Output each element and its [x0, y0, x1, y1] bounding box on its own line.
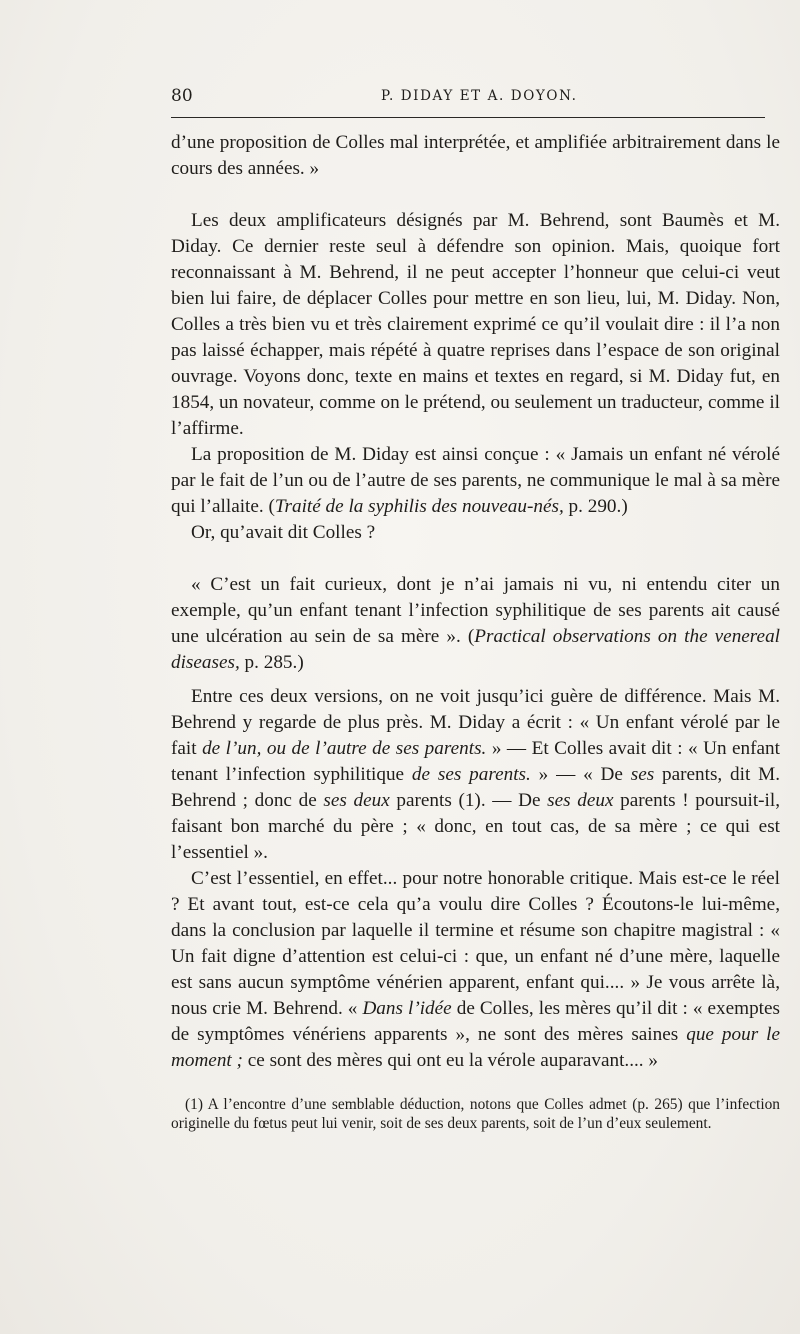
paragraph	[171, 520, 780, 546]
text-span: p. 290.)	[563, 496, 628, 517]
text-span: Entre ces deux versions, on ne voit jusqu’ici guère de différence. Mais M. Behrend y regarde de plus près. M. Diday a écrit : « Un enfant vérolé par le fait	[171, 686, 780, 759]
text-span: parents, dit M. Behrend ; donc de	[171, 764, 781, 811]
paragraph	[171, 866, 780, 1074]
text-span: d’une proposition de Colles mal interprétée, et amplifiée arbitrairement dans le cours des années. »	[171, 132, 780, 179]
paragraph	[171, 208, 780, 442]
header-rule	[171, 117, 765, 118]
footnote-text: (1) A l’encontre d’une semblable déduction, notons que Colles admet (p. 265) que l’infection originelle du fœtus peut lui venir, soit de ses deux parents, soit de l’un d’eux seulement.	[171, 1096, 780, 1132]
body-text	[171, 130, 780, 1074]
paragraph	[171, 130, 780, 182]
italic-span: Traité de la syphilis des nouveau-nés,	[274, 496, 564, 517]
italic-span: Practical observations on the venereal diseases,	[171, 626, 780, 673]
italic-span: que pour le moment ;	[171, 1024, 780, 1071]
page-number: 80	[171, 86, 193, 106]
text-span: C’est l’essentiel, en effet... pour notre honorable critique. Mais est-ce le réel ? Et avant tout, est-ce cela qu’a voulu dire Colles ? Écoutons-le lui-même, dans la conclusion par laquelle il termine et résume son chapitre magistral : « Un fait digne d’attention est celui-ci : que, un enfant né d’une mère, laquelle est sans aucun symptôme vénérien apparent, enfant qui.... » Je vous arrête là, nous crie M. Behrend. «	[171, 868, 780, 1019]
italic-span: de ses parents.	[411, 764, 531, 785]
text-span: de Colles, les mères qu’il dit : « exemptes de symptômes vénériens apparents », ne sont des mères saines	[171, 998, 780, 1045]
italic-span: Dans l’idée	[362, 998, 452, 1019]
text-span: p. 285.)	[239, 652, 304, 673]
italic-span: ses deux	[547, 790, 614, 811]
page-header	[171, 86, 765, 112]
text-span: parents ! poursuit-il, faisant bon marché du père ; « donc, en tout cas, de sa mère ; ce qui est l’essentiel ».	[171, 790, 781, 863]
italic-span: ses	[630, 764, 655, 785]
text-span: » — « De	[530, 764, 631, 785]
running-head: P. DIDAY ET A. DOYON.	[381, 88, 578, 104]
text-span: ce sont des mères qui ont eu la vérole auparavant.... »	[242, 1050, 658, 1071]
italic-span: de l’un, ou de l’autre de ses parents.	[202, 738, 487, 759]
paragraph	[171, 572, 780, 676]
text-span: La proposition de M. Diday est ainsi conçue : « Jamais un enfant né vérolé par le fait de l’un ou de l’autre de ses parents, ne communique le mal à sa mère qui l’allaite. (	[171, 444, 780, 517]
text-span: « C’est un fait curieux, dont je n’ai jamais ni vu, ni entendu citer un exemple, qu’un enfant tenant l’infection syphilitique de ses parents ait causé une ulcération au sein de sa mère ». (	[171, 574, 780, 647]
text-span: Les deux amplificateurs désignés par M. Behrend, sont Baumès et M. Diday. Ce dernier reste seul à défendre son opinion. Mais, quoique fort reconnaissant à M. Behrend, il ne peut accepter l’honneur que celui-ci veut bien lui faire, de déplacer Colles pour mettre en son lieu, lui, M. Diday. Non, Colles a très bien vu et très clairement exprimé ce qu’il voulait dire : il l’a non pas laissé échapper, mais répété à quatre reprises dans l’espace de son original ouvrage. Voyons donc, texte en mains et textes en regard, si M. Diday fut, en 1854, un novateur, comme on le prétend, ou seulement un traducteur, comme il l’affirme.	[171, 210, 780, 439]
text-span: parents (1). — De	[389, 790, 548, 811]
paragraph	[171, 684, 780, 866]
italic-span: ses deux	[323, 790, 390, 811]
text-span: Or, qu’avait dit Colles ?	[191, 522, 376, 543]
footnote	[171, 1095, 780, 1133]
paragraph	[171, 442, 780, 520]
text-span: » — Et Colles avait dit : « Un enfant tenant l’infection syphilitique	[171, 738, 780, 785]
